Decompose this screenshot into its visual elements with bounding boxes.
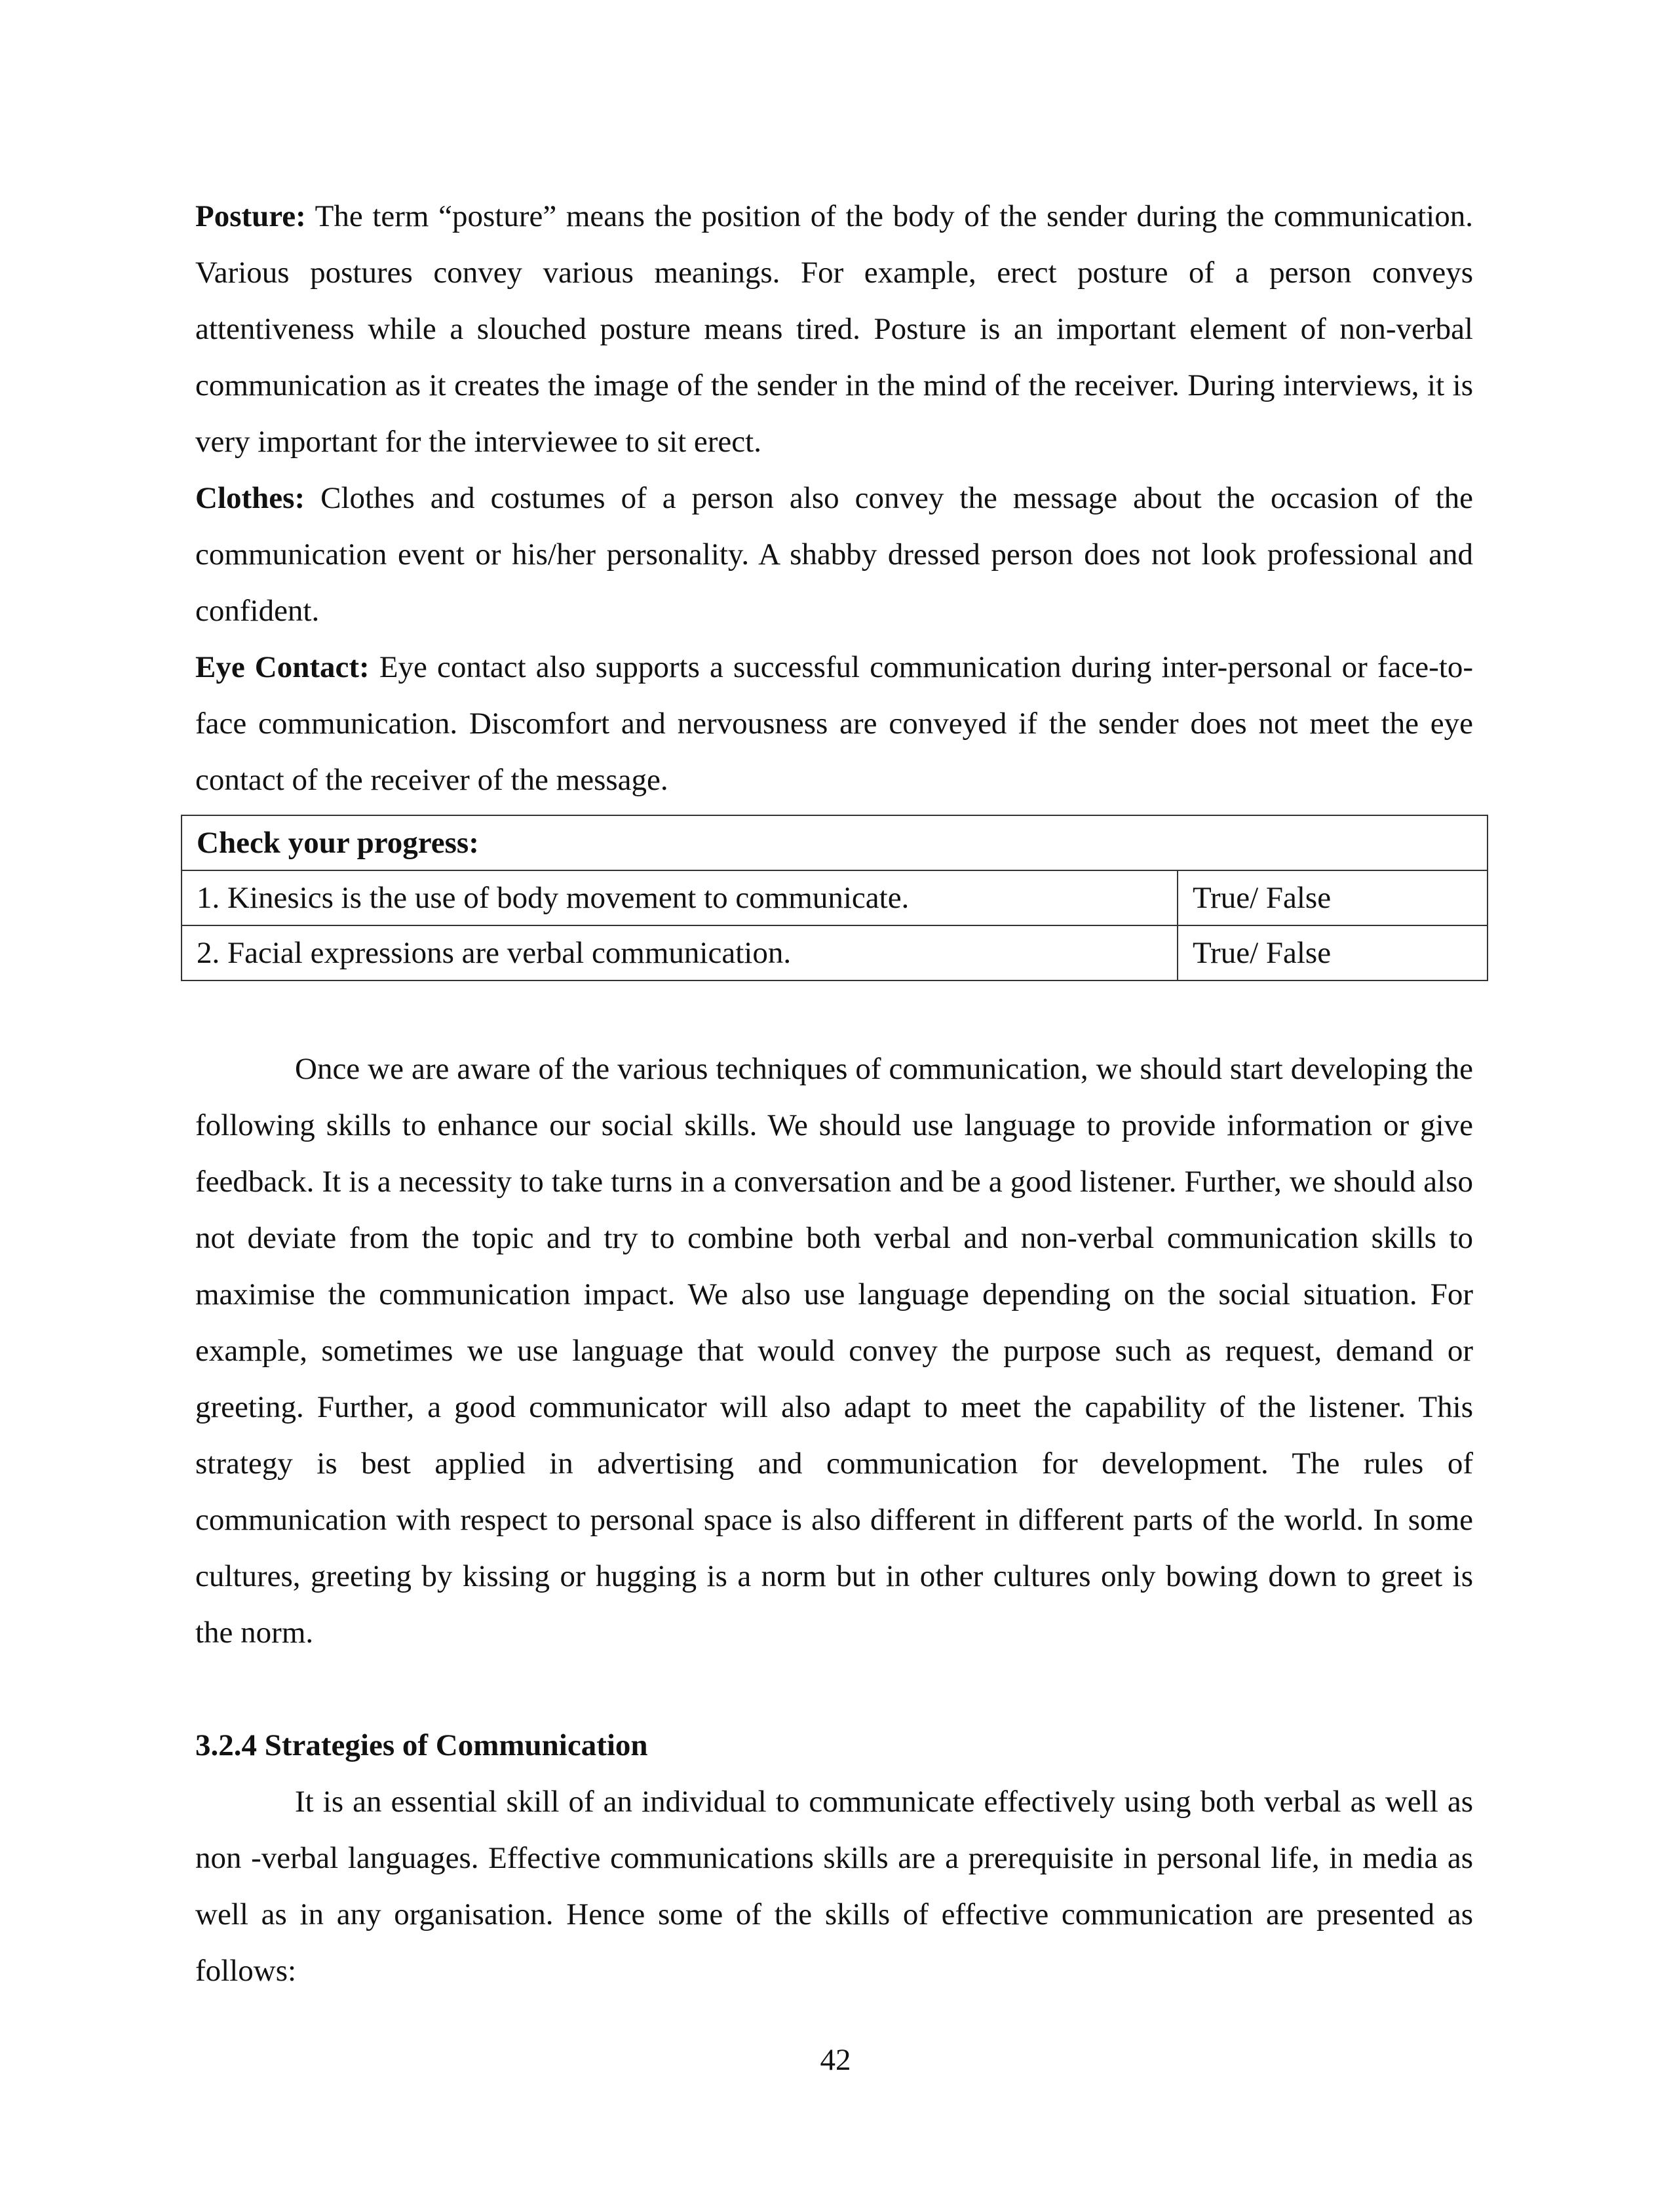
posture-text: The term “posture” means the position of the body of the sender during the communication. Various postures convey various meanings. For example, erect posture of a person conveys attentiveness while a slouched posture means tired. Posture is an important element of non-verbal communication as it creates the image of the sender in the mind of the receiver. During interviews, it is very important for the interviewee to sit erect. [195,199,1473,459]
social-skills-block [195,1041,1473,1661]
table-title-row [182,815,1488,870]
posture-term: Posture: [195,199,306,233]
check-progress-title: Check your progress: [182,815,1488,870]
eye-contact-paragraph [195,639,1473,808]
clothes-text: Clothes and costumes of a person also convey the message about the occasion of the communication event or his/her personality. A shabby dressed person does not look professional and confident. [195,481,1473,628]
clothes-term: Clothes: [195,481,305,515]
table-row [182,870,1488,925]
table-row [182,925,1488,980]
section-paragraph: It is an essential skill of an individual to communicate effectively using both verbal as well as non -verbal languages. Effective communications skills are a prerequisite in personal life, in media as well as in any organisation. Hence some of the skills of effective communication are presented as follows: [195,1785,1473,1988]
section-body [195,1774,1473,1999]
posture-paragraph [195,188,1473,470]
eye-contact-term: Eye Contact: [195,650,370,684]
section-heading: 3.2.4 Strategies of Communication [195,1728,648,1762]
progress-answer: True/ False [1178,925,1488,980]
page-number: 42 [820,2043,851,2077]
check-progress-table [181,815,1488,981]
nonverbal-definitions [195,188,1473,808]
progress-answer: True/ False [1178,870,1488,925]
progress-statement: 1. Kinesics is the use of body movement to communicate. [182,870,1178,925]
clothes-paragraph [195,470,1473,639]
progress-statement: 2. Facial expressions are verbal communication. [182,925,1178,980]
eye-contact-text: Eye contact also supports a successful communication during inter-personal or face-to-face communication. Discomfort and nervousness are conveyed if the sender does not meet the eye contact of the receiver of the message. [195,650,1474,797]
social-skills-paragraph: Once we are aware of the various techniques of communication, we should start developing the following skills to enhance our social skills. We should use language to provide information or give feedback. It is a necessity to take turns in a conversation and be a good listener. Further, we should also not deviate from the topic and try to combine both verbal and non-verbal communication skills to maximise the communication impact. We also use language depending on the social situation. For example, sometimes we use language that would convey the purpose such as request, demand or greeting. Further, a good communicator will also adapt to meet the capability of the listener. This strategy is best applied in advertising and communication for development. The rules of communication with respect to personal space is also different in different parts of the world. In some cultures, greeting by kissing or hugging is a norm but in other cultures only bowing down to greet is the norm. [195,1052,1473,1650]
